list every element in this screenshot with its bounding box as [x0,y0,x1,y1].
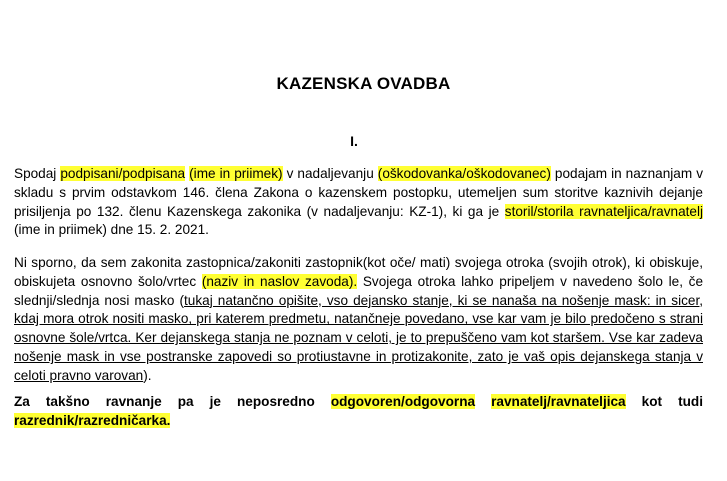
highlighted-text: ravnatelj/ravnateljica [491,394,626,409]
highlighted-text: odgovoren/odgovorna [330,394,476,409]
text-span: kot tudi [625,394,704,409]
text-span: v nadaljevanju [282,166,378,181]
paragraph-2 [14,254,703,386]
document-title: KAZENSKA OVADBA [276,74,451,93]
text-span: Svojega otroka lahko pripeljem v navedeno šolo le, če slednji/slednja nosi masko ( [14,273,704,308]
paragraph-1 [14,165,703,240]
text-span: Za takšno ravnanje pa je neposredno [14,394,331,409]
highlighted-text: (ime in priimek) [189,166,283,181]
text-span [475,394,491,409]
highlighted-text: (naziv in naslov zavoda). [201,273,358,289]
text-span: Ni sporno, da sem zakonita zastopnica/zakoniti zastopnik(kot oče/ mati) svojega otroka (svojih otrok), ki obiskuje, obiskujeta osnovno šolo/vrtec [14,255,703,289]
text-span: ). [143,367,152,383]
section-number: I. [350,133,358,149]
text-span: podajam in naznanjam v skladu s prvim odstavkom 146. člena Zakona o kazenskem postopku, utemeljen sum storitve kaznivih dejanje prisiljenja po 132. členu Kazenskega zakonika (v nadaljevanju: KZ-1), ki ga je [14,166,704,219]
highlighted-text: storil/storila ravnateljica/ravnatelj [504,203,704,219]
highlighted-text: razrednik/razredničarka. [14,412,171,428]
text-span: (ime in priimek) dne 15. 2. 2021. [14,222,209,238]
paragraph-3 [14,393,703,431]
highlighted-text: (oškodovanka/oškodovanec) [377,166,551,181]
underlined-text: tukaj natančno opišite, vso dejansko stanje, ki se nanaša na nošenje mask: in sicer, kdaj mora otrok nositi masko, pri katerem predmetu, natančneje povedano, vse kar vam je bilo predočeno s strani osnovne šole/vrtca. Ker dejanskega stanja ne poznam v celoti, je to prepuščeno vam kot staršem. Vse kar zadeva nošenje mask in vse postranske zapovedi so protiustavne in protizakonite, zato je vaš opis dejanskega stanja v celoti pravno varovan [14,292,703,383]
highlighted-text: podpisani/podpisana [60,166,186,181]
text-span: Spodaj [14,166,61,181]
